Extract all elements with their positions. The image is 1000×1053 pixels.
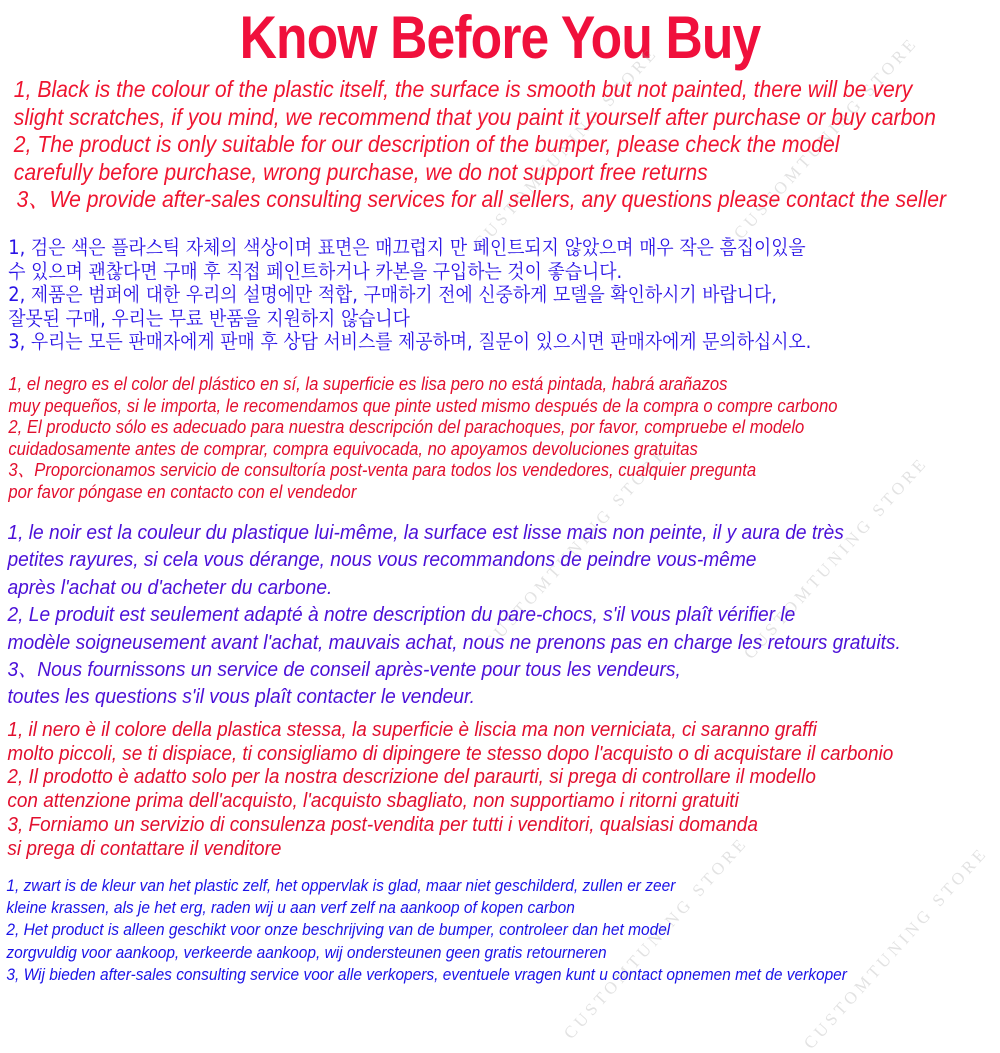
french-line: modèle soigneusement avant l'achat, mauvais achat, nous ne prenons pas en charge les retours gratuits. <box>7 630 901 654</box>
dutch-notice <box>0 875 1000 986</box>
italian-line: 1, il nero è il colore della plastica stessa, la superficie è liscia ma non verniciata, ci saranno graffi <box>7 718 817 741</box>
korean-line: 1, 검은 색은 플라스틱 자체의 색상이며 표면은 매끄럽지 만 페인트되지 않았으며 매우 작은 흠집이있을 <box>8 236 806 259</box>
spanish-notice <box>0 374 1000 504</box>
spanish-line: 1, el negro es el color del plástico en sí, la superficie es lisa pero no está pintada, habrá arañazos <box>8 374 728 394</box>
french-line: 2, Le produit est seulement adapté à notre description du pare-chocs, s'il vous plaît vérifier le <box>7 603 796 627</box>
watermark-text: CUSTOMTUNING STORE <box>800 842 992 1053</box>
italian-line: 2, Il prodotto è adatto solo per la nostra descrizione del paraurti, si prega di controllare il modello <box>7 765 816 789</box>
korean-line: 잘못된 구매, 우리는 무료 반품을 지원하지 않습니다 <box>8 306 410 330</box>
french-line: 1, le noir est la couleur du plastique lui-même, la surface est lisse mais non peinte, il y aura de très <box>7 521 844 544</box>
dutch-line: 3, Wij bieden after-sales consulting service voor alle verkopers, eventuele vragen kunt u contact opnemen met de verkoper <box>6 964 847 984</box>
italian-line: molto piccoli, se ti dispiace, ti consigliamo di dipingere te stesso dopo l'acquisto o di acquistare il carbonio <box>7 741 894 765</box>
french-notice <box>0 519 1000 711</box>
korean-line: 수 있으며 괜찮다면 구매 후 직접 페인트하거나 카본을 구입하는 것이 좋습니다. <box>8 259 623 283</box>
watermark-text: CUSTOMTUNING STORE <box>560 832 752 1043</box>
english-notice <box>0 76 1000 214</box>
dutch-line: kleine krassen, als je het erg, raden wij u aan verf zelf na aankoop of kopen carbon <box>6 898 575 918</box>
dutch-line: zorgvuldig voor aankoop, verkeerde aankoop, wij ondersteunen geen gratis retourneren <box>6 942 607 962</box>
french-line: 3、Nous fournissons un service de conseil après-vente pour tous les vendeurs, <box>7 658 681 682</box>
italian-line: 3, Forniamo un servizio di consulenza post-vendita per tutti i venditori, qualsiasi domanda <box>7 812 758 836</box>
watermark-text: CUSTOMTUNING STORE <box>740 452 932 663</box>
french-line: petites rayures, si cela vous dérange, nous vous recommandons de peindre vous-même <box>7 548 757 572</box>
english-line: 1, Black is the colour of the plastic itself, the surface is smooth but not painted, there will be very <box>13 76 913 102</box>
dutch-line: 2, Het product is alleen geschikt voor onze beschrijving van de bumper, controleer dan het model <box>6 920 671 940</box>
spanish-line: por favor póngase en contacto con el vendedor <box>8 481 357 502</box>
french-line: après l'achat ou d'acheter du carbone. <box>7 575 333 599</box>
watermark-text: CUSTOMTUNING STORE <box>730 32 922 243</box>
italian-notice <box>0 718 1000 860</box>
spanish-line: cuidadosamente antes de comprar, compra equivocada, no apoyamos devoluciones gratuitas <box>8 438 698 459</box>
korean-line: 3, 우리는 모든 판매자에게 판매 후 상담 서비스를 제공하며, 질문이 있으시면 판매자에게 문의하십시오. <box>8 330 812 353</box>
italian-line: si prega di contattare il venditore <box>7 836 282 860</box>
spanish-line: 2, El producto sólo es adecuado para nuestra descripción del parachoques, por favor, compruebe el modelo <box>8 417 805 438</box>
french-line: toutes les questions s'il vous plaît contacter le vendeur. <box>7 685 475 709</box>
english-line: carefully before purchase, wrong purchase, we do not support free returns <box>13 158 708 185</box>
watermark-text: CUSTOMTUNING STORE <box>480 442 672 653</box>
dutch-line: 1, zwart is de kleur van het plastic zelf, het oppervlak is glad, maar niet geschilderd, zullen er zeer <box>6 876 676 895</box>
korean-line: 2, 제품은 범퍼에 대한 우리의 설명에만 적합, 구매하기 전에 신중하게 모델을 확인하시기 바랍니다, <box>8 283 777 306</box>
korean-notice <box>0 236 1000 354</box>
watermark-text: CUSTOMTUNING STORE <box>470 42 662 253</box>
english-line: slight scratches, if you mind, we recommend that you paint it yourself after purchase or buy carbon <box>13 103 936 130</box>
page-title: Know Before You Buy <box>239 4 761 71</box>
spanish-line: 3、Proporcionamos servicio de consultoría post-venta para todos los vendedores, cualquier pregunta <box>8 460 757 481</box>
italian-line: con attenzione prima dell'acquisto, l'acquisto sbagliato, non supportiamo i ritorni gratuiti <box>7 789 739 813</box>
spanish-line: muy pequeños, si le importa, le recomendamos que pinte usted mismo después de la compra o compre carbono <box>8 395 838 416</box>
english-line: 3、We provide after-sales consulting services for all sellers, any questions please contact the seller <box>16 186 947 213</box>
english-line: 2, The product is only suitable for our description of the bumper, please check the model <box>13 131 840 158</box>
